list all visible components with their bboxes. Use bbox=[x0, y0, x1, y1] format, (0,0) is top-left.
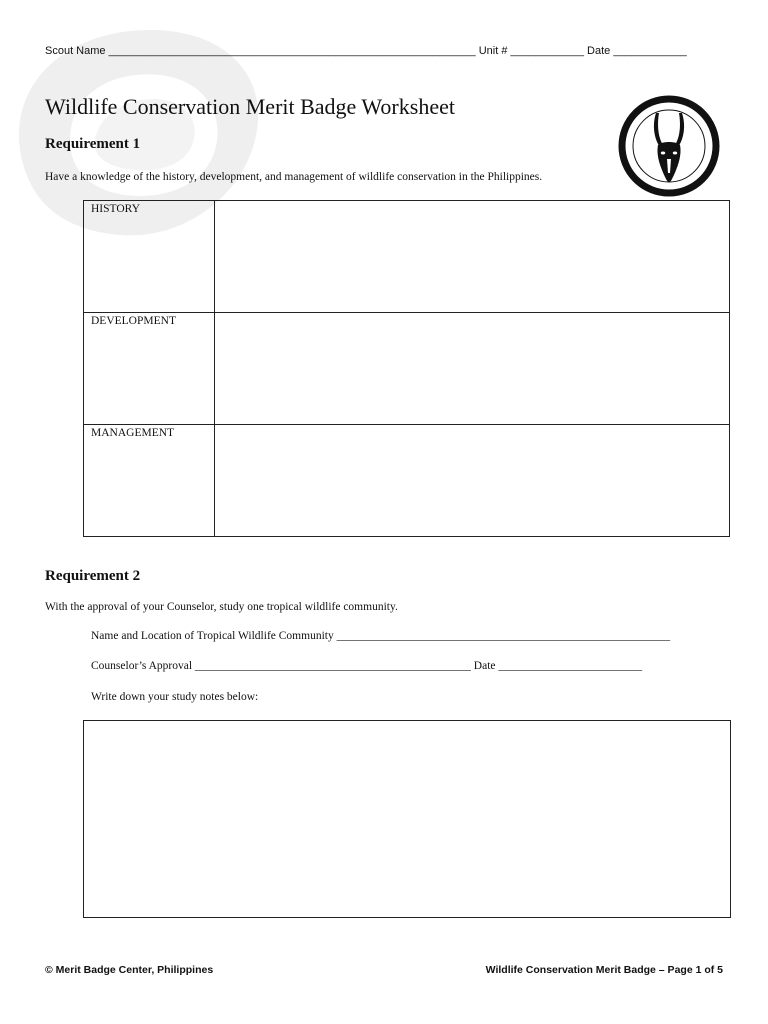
approval-date-label: Date bbox=[473, 660, 496, 672]
notes-prompt: Write down your study notes below: bbox=[91, 691, 259, 703]
table-row bbox=[84, 425, 730, 537]
management-label: MANAGEMENT bbox=[84, 425, 215, 537]
requirement-1-table bbox=[83, 200, 730, 537]
unit-label: Unit # bbox=[478, 45, 508, 57]
unit-field[interactable]: ____________ bbox=[510, 45, 584, 57]
history-answer-box[interactable] bbox=[215, 201, 730, 313]
scout-info-line bbox=[45, 45, 725, 57]
footer-page-info: Wildlife Conservation Merit Badge – Page 1 of 5 bbox=[485, 964, 723, 976]
date-label: Date bbox=[587, 45, 611, 57]
requirement-2-heading: Requirement 2 bbox=[45, 568, 141, 584]
community-line bbox=[91, 630, 670, 642]
requirement-2-instruction: With the approval of your Counselor, study one tropical wildlife community. bbox=[45, 601, 398, 613]
community-label: Name and Location of Tropical Wildlife Community bbox=[91, 630, 334, 642]
approval-date-field[interactable]: _________________________ bbox=[498, 660, 643, 672]
approval-line bbox=[91, 660, 642, 672]
development-label: DEVELOPMENT bbox=[84, 313, 215, 425]
approval-field[interactable]: ________________________________________________ bbox=[194, 660, 471, 672]
antelope-badge-icon bbox=[618, 95, 720, 197]
requirement-1-heading: Requirement 1 bbox=[45, 136, 141, 152]
date-field[interactable]: ____________ bbox=[613, 45, 687, 57]
page-title: Wildlife Conservation Merit Badge Worksheet bbox=[45, 94, 455, 119]
development-answer-box[interactable] bbox=[215, 313, 730, 425]
footer-copyright: © Merit Badge Center, Philippines bbox=[45, 964, 214, 976]
history-label: HISTORY bbox=[84, 201, 215, 313]
approval-label: Counselor’s Approval bbox=[91, 660, 193, 672]
requirement-1-instruction: Have a knowledge of the history, development, and management of wildlife conservation in the Philippines. bbox=[45, 171, 543, 183]
scout-name-field[interactable]: ____________________________________________________________ bbox=[108, 45, 476, 57]
table-row bbox=[84, 201, 730, 313]
community-field[interactable]: __________________________________________________________ bbox=[336, 630, 671, 642]
management-answer-box[interactable] bbox=[215, 425, 730, 537]
study-notes-box[interactable] bbox=[83, 720, 731, 918]
scout-name-label: Scout Name bbox=[45, 45, 106, 57]
table-row bbox=[84, 313, 730, 425]
